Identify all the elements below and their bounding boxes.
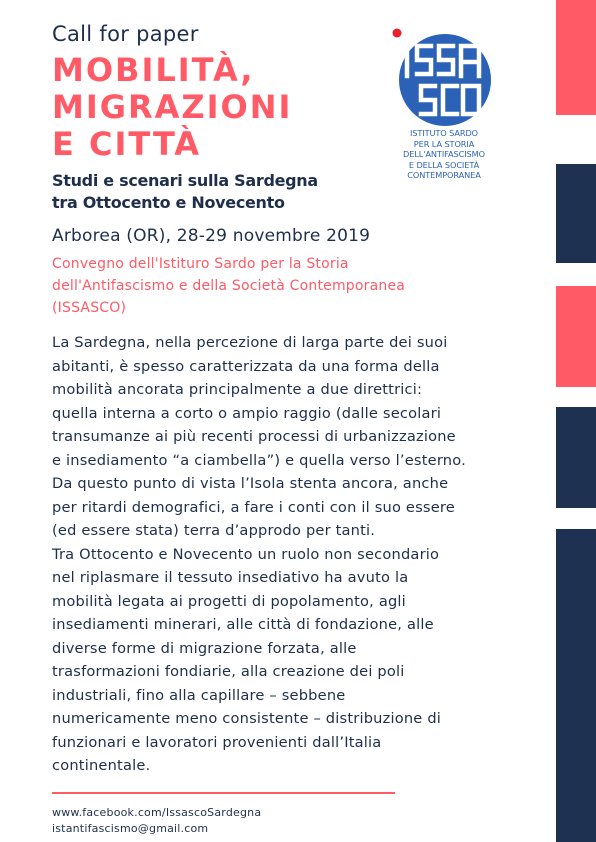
conference-line: dell'Antifascismo e della Società Contemporanea: [52, 278, 406, 294]
decor-bar-coral-2: [556, 286, 596, 387]
decor-bar-navy-3: [556, 529, 596, 842]
body-line: nel riplasmare il tessuto insediativo ha avuto la: [52, 569, 409, 586]
body-line: quella interna a corto o ampio raggio (dalle secolari: [52, 404, 442, 422]
body-line: diverse forme di migrazione forzata, alle: [52, 639, 357, 657]
footer-divider: [52, 792, 395, 794]
body-line: mobilità legata ai progetti di popolamento, agli: [52, 592, 406, 610]
body-line: abitanti, è spesso caratterizzata da una forma della: [52, 357, 440, 375]
decor-bar-coral-1: [556, 0, 596, 115]
title-line: E CITTÀ: [52, 125, 202, 163]
call-for-paper-label: Call for paper: [52, 22, 199, 46]
event-title: [52, 52, 292, 163]
logo-caption-line: CONTEMPORANEA: [407, 170, 481, 180]
conference-line: Convegno dell'Istituro Sardo per la Storia: [52, 256, 349, 272]
subtitle-line: Studi e scenari sulla Sardegna: [52, 171, 318, 190]
conference-line: (ISSASCO): [52, 300, 127, 316]
logo-caption-line: ISTITUTO SARDO: [409, 128, 479, 138]
decor-bar-navy-2: [556, 407, 596, 508]
body-line: per ritardi demografici, a fare i conti con il suo essere: [52, 498, 455, 516]
issasco-logo: [387, 24, 501, 190]
logo-caption-line: DELL'ANTIFASCISMO: [403, 149, 485, 159]
event-subtitle: [52, 170, 318, 214]
body-line: funzionari e lavoratori provenienti dall’Italia: [52, 733, 382, 751]
logo-emblem: [387, 24, 501, 128]
subtitle-line: tra Ottocento e Novecento: [52, 193, 285, 212]
facebook-link[interactable]: www.facebook.com/IssascoSardegna: [52, 806, 262, 819]
body-line: insediamenti minerari, alle città di fondazione, alle: [52, 616, 434, 633]
body-line: trasformazioni fondiarie, alla creazione dei poli: [52, 663, 405, 680]
body-line: Tra Ottocento e Novecento un ruolo non secondario: [52, 545, 440, 563]
body-line: mobilità ancorata principalmente a due direttrici:: [52, 381, 423, 398]
place-date: Arborea (OR), 28-29 novembre 2019: [52, 226, 371, 246]
body-line: continentale.: [52, 757, 151, 774]
conference-description: [52, 253, 512, 319]
body-line: numericamente meno consistente – distribuzione di: [52, 710, 442, 727]
logo-caption-line: PER LA STORIA: [413, 138, 475, 149]
title-line: MOBILITÀ,: [52, 51, 255, 89]
body-line: e insediamento “a ciambella”) e quella verso l’esterno.: [52, 451, 466, 469]
email-link[interactable]: istantifascismo@gmail.com: [52, 822, 209, 835]
body-line: La Sardegna, nella percezione di larga parte dei suoi: [52, 334, 448, 351]
body-line: (ed essere stata) terra d’approdo per tanti.: [52, 522, 376, 539]
body-line: transumanze ai più recenti processi di urbanizzazione: [52, 428, 456, 445]
logo-caption: [387, 128, 501, 181]
title-line: MIGRAZIONI: [52, 88, 293, 126]
body-line: industriali, fino alla capillare – sebbene: [52, 686, 346, 704]
body-text: [52, 331, 532, 778]
logo-caption-line: E DELLA SOCIETÀ: [408, 159, 480, 170]
decor-bar-navy-1: [556, 164, 596, 263]
body-line: Da questo punto di vista l’Isola stenta ancora, anche: [52, 475, 449, 492]
